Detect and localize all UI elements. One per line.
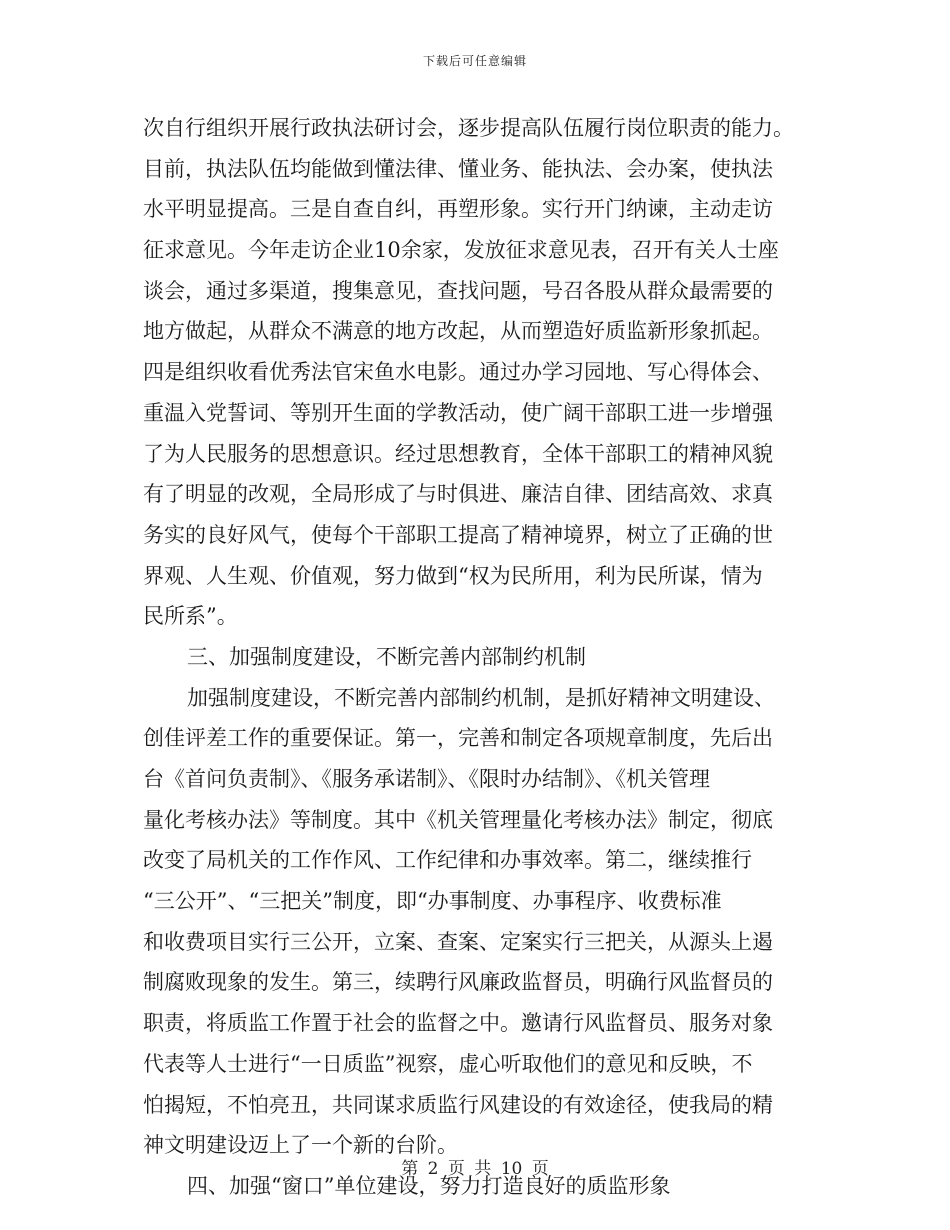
text-line: 有了明显的改观，全局形成了与时俱进、廉洁自律、团结高效、求真 xyxy=(143,482,773,507)
page-header: 下载后可任意编辑 xyxy=(422,54,527,68)
text-line: 地方做起，从群众不满意的地方改起，从而塑造好质监新形象抓起。 xyxy=(143,319,773,344)
text-line: 神文明建设迈上了一个新的台阶。 xyxy=(143,1133,458,1158)
text-line: 重温入党誓词、等别开生面的学教活动，使广阔干部职工进一步增强 xyxy=(143,400,773,425)
section-heading: 三、加强制度建设，不断完善内部制约机制 xyxy=(187,644,586,669)
text-line: 界观、人生观、价值观，努力做到“权为民所用，利为民所谋，情为 xyxy=(143,563,763,588)
text-line: 创佳评差工作的重要保证。第一，完善和制定各项规章制度，先后出 xyxy=(143,726,773,751)
text-line: 制腐败现象的发生。第三，续聘行风廉政监督员，明确行风监督员的 xyxy=(143,970,773,995)
text-line: 谈会，通过多渠道，搜集意见，查找问题，号召各股从群众最需要的 xyxy=(143,278,773,303)
section-heading: 四、加强“窗口”单位建设，努力打造良好的质监形象 xyxy=(187,1173,671,1198)
text-line: 怕揭短，不怕亮丑，共同谋求质监行风建设的有效途径，使我局的精 xyxy=(143,1092,773,1117)
text-line: 职责，将质监工作置于社会的监督之中。邀请行风监督员、服务对象 xyxy=(143,1011,773,1036)
text-line: 了为人民服务的思想意识。经过思想教育，全体干部职工的精神风貌 xyxy=(143,441,773,466)
text-line: 民所系”。 xyxy=(143,604,238,629)
text-line: 目前，执法队伍均能做到懂法律、懂业务、能执法、会办案，使执法 xyxy=(143,156,773,181)
text-line: 和收费项目实行三公开，立案、查案、定案实行三把关，从源头上遏 xyxy=(143,929,773,954)
document-body xyxy=(143,108,803,1207)
text-line: 量化考核办法》等制度。其中《机关管理量化考核办法》制定，彻底 xyxy=(143,807,773,832)
text-line: 代表等人士进行“一日质监”视察，虚心听取他们的意见和反映，不 xyxy=(143,1051,753,1076)
text-line: 务实的良好风气，使每个干部职工提高了精神境界，树立了正确的世 xyxy=(143,522,773,547)
text-line: “三公开”、“三把关”制度，即“办事制度、办事程序、收费标准 xyxy=(143,889,722,914)
text-line: 次自行组织开展行政执法研讨会，逐步提高队伍履行岗位职责的能力。 xyxy=(143,116,794,140)
page-footer: 第 2 页 共 10 页 xyxy=(401,1159,549,1179)
text-line: 四是组织收看优秀法官宋鱼水电影。通过办学习园地、写心得体会、 xyxy=(143,360,773,385)
text-line: 水平明显提高。三是自查自纠，再塑形象。实行开门纳谏，主动走访 xyxy=(143,197,773,222)
text-line: 征求意见。今年走访企业10余家，发放征求意见表，召开有关人士座 xyxy=(143,238,779,263)
text-line: 改变了局机关的工作作风、工作纪律和办事效率。第二，继续推行 xyxy=(143,848,752,873)
paragraph-first-line: 加强制度建设，不断完善内部制约机制，是抓好精神文明建设、 xyxy=(187,685,775,710)
text-line: 台《首问负责制》、《服务承诺制》、《限时办结制》、《机关管理 xyxy=(143,767,710,791)
